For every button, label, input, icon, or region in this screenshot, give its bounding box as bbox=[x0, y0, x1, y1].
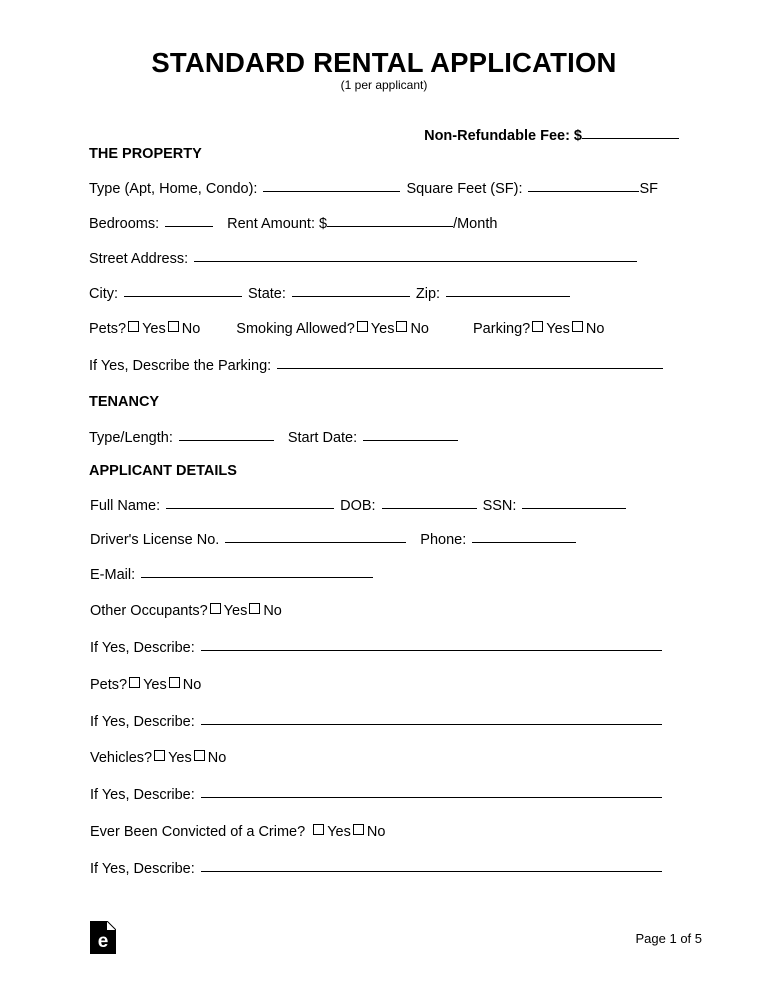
rent-amount-label: Rent Amount: $ bbox=[227, 216, 328, 232]
tenancy-type-length-label: Type/Length: bbox=[89, 430, 173, 446]
other-occupants-describe-input[interactable] bbox=[201, 650, 662, 651]
rent-amount-input[interactable] bbox=[327, 226, 453, 227]
smoking-yes-label: Yes bbox=[370, 321, 395, 337]
vehicles-label: Vehicles? bbox=[90, 750, 153, 766]
applicant-pets-no-checkbox[interactable] bbox=[169, 677, 180, 688]
convicted-no-checkbox[interactable] bbox=[353, 824, 364, 835]
non-refundable-fee-row bbox=[0, 128, 679, 144]
city-input[interactable] bbox=[124, 296, 242, 297]
phone-label: Phone: bbox=[420, 532, 467, 548]
property-pets-no-checkbox[interactable] bbox=[168, 321, 179, 332]
convicted-describe-input[interactable] bbox=[201, 871, 662, 872]
smoking-no-label: No bbox=[410, 321, 429, 337]
page-subtitle: (1 per applicant) bbox=[340, 78, 428, 92]
parking-no-label: No bbox=[585, 321, 605, 337]
street-address-row bbox=[89, 250, 637, 268]
applicant-pets-yes-checkbox[interactable] bbox=[129, 677, 140, 688]
other-occupants-yes-checkbox[interactable] bbox=[210, 603, 221, 614]
other-occupants-no-label: No bbox=[263, 603, 282, 619]
property-type-row bbox=[89, 180, 658, 198]
state-label: State: bbox=[248, 286, 286, 302]
ssn-input[interactable] bbox=[522, 508, 626, 509]
rent-amount-suffix: /Month bbox=[453, 216, 498, 232]
applicant-pets-no-label: No bbox=[182, 677, 202, 693]
bedrooms-input[interactable] bbox=[165, 226, 213, 227]
section-heading-property: THE PROPERTY bbox=[89, 146, 202, 162]
applicant-pets-describe-row bbox=[90, 713, 662, 731]
other-occupants-no-checkbox[interactable] bbox=[249, 603, 260, 614]
dob-input[interactable] bbox=[382, 508, 477, 509]
tenancy-start-date-label: Start Date: bbox=[287, 430, 358, 446]
smoking-allowed-label: Smoking Allowed? bbox=[236, 321, 355, 337]
convicted-no-label: No bbox=[366, 824, 386, 840]
other-occupants-label: Other Occupants? bbox=[90, 603, 208, 619]
drivers-license-label: Driver's License No. bbox=[90, 532, 220, 548]
full-name-input[interactable] bbox=[166, 508, 334, 509]
vehicles-yes-label: Yes bbox=[168, 750, 192, 766]
logo-letter: e bbox=[97, 931, 109, 952]
email-row bbox=[90, 566, 373, 584]
bedrooms-rent-row bbox=[89, 215, 497, 233]
convicted-label: Ever Been Convicted of a Crime? bbox=[90, 824, 306, 840]
page-title: STANDARD RENTAL APPLICATION bbox=[151, 47, 617, 78]
applicant-pets-describe-input[interactable] bbox=[201, 724, 662, 725]
dob-label: DOB: bbox=[340, 498, 376, 514]
convicted-row bbox=[90, 823, 385, 841]
section-heading-applicant: APPLICANT DETAILS bbox=[89, 463, 237, 479]
tenancy-row bbox=[89, 429, 458, 447]
email-input[interactable] bbox=[141, 577, 373, 578]
email-label: E-Mail: bbox=[90, 567, 136, 583]
full-name-row bbox=[90, 497, 626, 515]
other-occupants-describe-label: If Yes, Describe: bbox=[90, 640, 195, 656]
property-type-label: Type (Apt, Home, Condo): bbox=[89, 181, 258, 197]
parking-describe-label: If Yes, Describe the Parking: bbox=[89, 358, 272, 374]
ssn-label: SSN: bbox=[482, 498, 517, 514]
full-name-label: Full Name: bbox=[90, 498, 161, 514]
street-address-input[interactable] bbox=[194, 261, 637, 262]
parking-no-checkbox[interactable] bbox=[572, 321, 583, 332]
vehicles-describe-input[interactable] bbox=[201, 797, 662, 798]
tenancy-type-length-input[interactable] bbox=[179, 440, 274, 441]
city-state-zip-row bbox=[89, 285, 570, 303]
parking-yes-checkbox[interactable] bbox=[532, 321, 543, 332]
convicted-yes-label: Yes bbox=[327, 824, 351, 840]
parking-describe-row bbox=[89, 357, 663, 375]
non-refundable-fee-input[interactable] bbox=[582, 138, 679, 139]
other-occupants-describe-row bbox=[90, 639, 662, 657]
square-feet-unit: SF bbox=[639, 181, 659, 197]
zip-label: Zip: bbox=[415, 286, 441, 302]
other-occupants-yes-label: Yes bbox=[223, 603, 248, 619]
convicted-yes-checkbox[interactable] bbox=[313, 824, 324, 835]
tenancy-start-date-input[interactable] bbox=[363, 440, 458, 441]
smoking-yes-checkbox[interactable] bbox=[357, 321, 368, 332]
property-pets-yes-label: Yes bbox=[142, 321, 166, 337]
drivers-license-input[interactable] bbox=[225, 542, 406, 543]
phone-input[interactable] bbox=[472, 542, 576, 543]
vehicles-describe-row bbox=[90, 786, 662, 804]
convicted-describe-label: If Yes, Describe: bbox=[90, 861, 195, 877]
vehicles-row bbox=[90, 749, 226, 767]
parking-describe-input[interactable] bbox=[277, 368, 663, 369]
city-label: City: bbox=[89, 286, 118, 302]
non-refundable-fee-label: Non-Refundable Fee: $ bbox=[424, 128, 582, 144]
property-type-input[interactable] bbox=[263, 191, 400, 192]
property-pets-label: Pets? bbox=[89, 321, 127, 337]
zip-input[interactable] bbox=[446, 296, 570, 297]
convicted-describe-row bbox=[90, 860, 662, 878]
applicant-pets-label: Pets? bbox=[90, 677, 128, 693]
section-heading-tenancy: TENANCY bbox=[89, 394, 160, 410]
applicant-pets-describe-label: If Yes, Describe: bbox=[90, 714, 195, 730]
page-indicator: Page 1 of 5 bbox=[635, 931, 702, 946]
parking-yes-label: Yes bbox=[546, 321, 570, 337]
bedrooms-label: Bedrooms: bbox=[89, 216, 160, 232]
property-toggles-row bbox=[89, 320, 604, 338]
property-pets-yes-checkbox[interactable] bbox=[128, 321, 139, 332]
vehicles-describe-label: If Yes, Describe: bbox=[90, 787, 195, 803]
street-address-label: Street Address: bbox=[89, 251, 189, 267]
applicant-pets-row bbox=[90, 676, 201, 694]
square-feet-label: Square Feet (SF): bbox=[406, 181, 523, 197]
square-feet-input[interactable] bbox=[528, 191, 639, 192]
vehicles-no-checkbox[interactable] bbox=[194, 750, 205, 761]
vehicles-yes-checkbox[interactable] bbox=[154, 750, 165, 761]
applicant-pets-yes-label: Yes bbox=[143, 677, 167, 693]
parking-label: Parking? bbox=[473, 321, 531, 337]
state-input[interactable] bbox=[292, 296, 410, 297]
other-occupants-row bbox=[90, 602, 282, 620]
smoking-no-checkbox[interactable] bbox=[396, 321, 407, 332]
property-pets-no-label: No bbox=[181, 321, 201, 337]
license-phone-row bbox=[90, 531, 576, 549]
vehicles-no-label: No bbox=[207, 750, 227, 766]
